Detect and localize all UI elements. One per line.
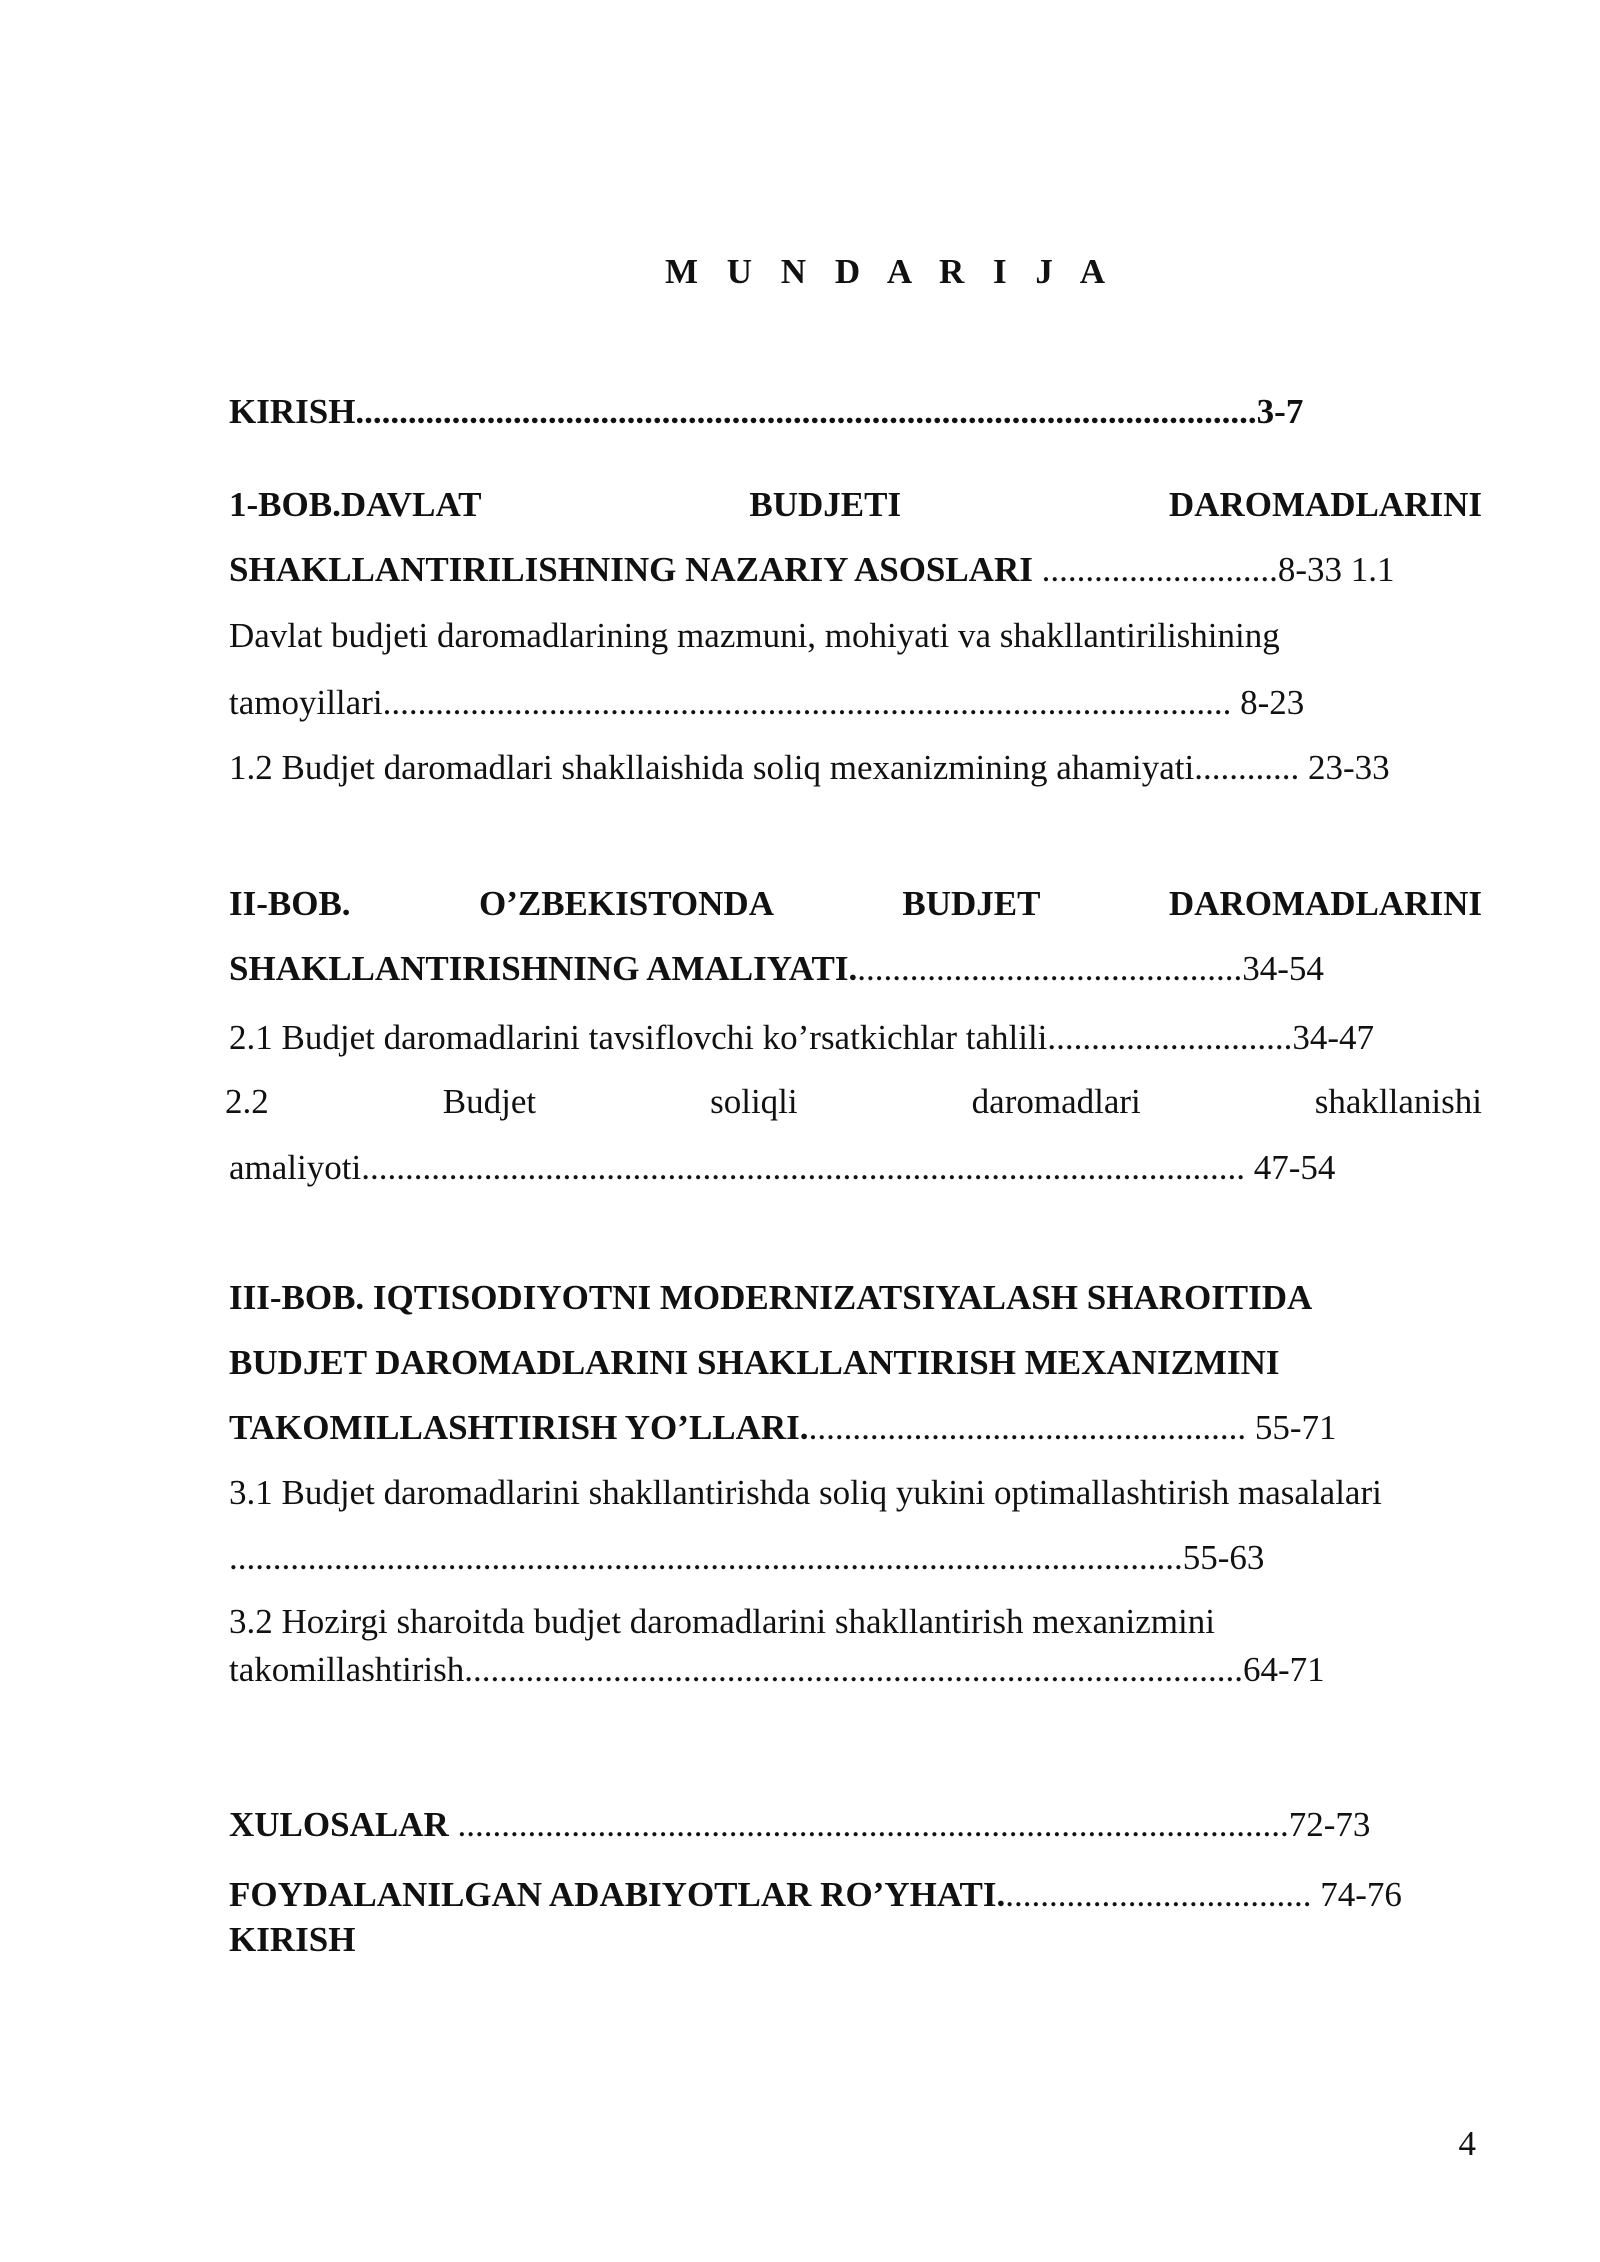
- leader-page: ...........................8-33 1.1: [1032, 550, 1395, 589]
- page-number: 4: [1458, 2124, 1476, 2163]
- chapter-title: BUDJET DAROMADLARINI SHAKLLANTIRISH MEXANIZMINI: [229, 1343, 1280, 1382]
- section-heading-kirish: [229, 1918, 1479, 1962]
- toc-chapter-2-line-1[interactable]: [229, 882, 1482, 926]
- section-text: 3.1 Budjet daromadlarini shakllantirishda soliq yukini optimallashtirish masalalari: [229, 1473, 1382, 1512]
- toc-entry-xulosalar[interactable]: [229, 1803, 1479, 1847]
- leader-page: ................................... 74-76: [1005, 1875, 1402, 1914]
- word: 2.2: [225, 1082, 269, 1121]
- leader-page: .................................................. 55-71: [808, 1408, 1337, 1447]
- toc-section-1-1-line-1[interactable]: [229, 614, 1479, 658]
- toc-entry-references[interactable]: [229, 1873, 1479, 1917]
- toc-section-3-1-line-2[interactable]: [229, 1536, 1479, 1580]
- chapter-title: SHAKLLANTIRISHNING AMALIYATI.: [229, 949, 858, 988]
- section-text: 1.2 Budjet daromadlari shakllaishida soliq mexanizmining ahamiyati............ 23-33: [229, 748, 1390, 787]
- leader-page: ............................................34-54: [857, 949, 1324, 988]
- entry-title: FOYDALANILGAN ADABIYOTLAR RO’YHATI.: [229, 1875, 1006, 1914]
- word: O’ZBEKISTONDA: [478, 884, 774, 923]
- section-text: .............................................................................................................55-63: [229, 1538, 1265, 1577]
- toc-section-2-2-line-1[interactable]: [225, 1080, 1482, 1124]
- word: II-BOB.: [229, 884, 351, 923]
- word: DAROMADLARINI: [1168, 884, 1482, 923]
- toc-chapter-1-line-2[interactable]: [229, 548, 1529, 592]
- toc-chapter-2-line-2[interactable]: [229, 947, 1479, 991]
- word: DAROMADLARINI: [1168, 485, 1482, 524]
- word: Budjet: [442, 1082, 537, 1121]
- toc-entry-kirish[interactable]: [229, 390, 1479, 434]
- toc-title: M U N D A R I J A: [664, 252, 1116, 291]
- toc-section-1-1-line-2[interactable]: [229, 681, 1479, 725]
- toc-section-1-2[interactable]: [229, 746, 1479, 790]
- toc-section-3-1-line-1[interactable]: [229, 1471, 1479, 1515]
- toc-chapter-3-line-2[interactable]: [229, 1341, 1479, 1385]
- section-text: Davlat budjeti daromadlarining mazmuni, mohiyati va shakllantirilishining: [229, 616, 1280, 655]
- section-text: 3.2 Hozirgi sharoitda budjet daromadlarini shakllantirish mexanizmini: [229, 1602, 1215, 1641]
- toc-chapter-3-line-3[interactable]: [229, 1406, 1479, 1450]
- toc-entry-text: KIRISH.......................................................................................................3-7: [229, 392, 1304, 431]
- chapter-title: SHAKLLANTIRILISHNING NAZARIY ASOSLARI: [229, 550, 1033, 589]
- toc-section-2-1[interactable]: [229, 1016, 1479, 1060]
- toc-section-3-2-line-1[interactable]: [229, 1600, 1479, 1644]
- section-text: tamoyillari................................................................................................. 8-23: [229, 683, 1305, 722]
- chapter-title: III-BOB. IQTISODIYOTNI MODERNIZATSIYALASH SHAROITIDA: [229, 1278, 1313, 1317]
- word: BUDJETI: [749, 485, 902, 524]
- toc-section-3-2-line-2[interactable]: [229, 1648, 1479, 1692]
- toc-section-2-2-line-2[interactable]: [229, 1146, 1479, 1190]
- word: shakllanishi: [1314, 1082, 1482, 1121]
- toc-chapter-1-line-1[interactable]: [229, 483, 1482, 527]
- section-text: takomillashtirish.........................................................................................64-71: [229, 1650, 1325, 1689]
- word: BUDJET: [902, 884, 1041, 923]
- leader-page: ...............................................................................................72-73: [448, 1805, 1371, 1844]
- section-text: 2.1 Budjet daromadlarini tavsiflovchi ko’rsatkichlar tahlili............................34-47: [229, 1018, 1375, 1057]
- word: soliqli: [710, 1082, 798, 1121]
- word: daromadlari: [971, 1082, 1141, 1121]
- entry-title: XULOSALAR: [229, 1805, 449, 1844]
- word: 1-BOB.DAVLAT: [229, 485, 482, 524]
- section-text: amaliyoti..................................................................................................... 47-54: [229, 1148, 1336, 1187]
- chapter-title: TAKOMILLASHTIRISH YO’LLARI.: [229, 1408, 809, 1447]
- toc-chapter-3-line-1[interactable]: [229, 1276, 1479, 1320]
- heading-text: KIRISH: [229, 1920, 356, 1959]
